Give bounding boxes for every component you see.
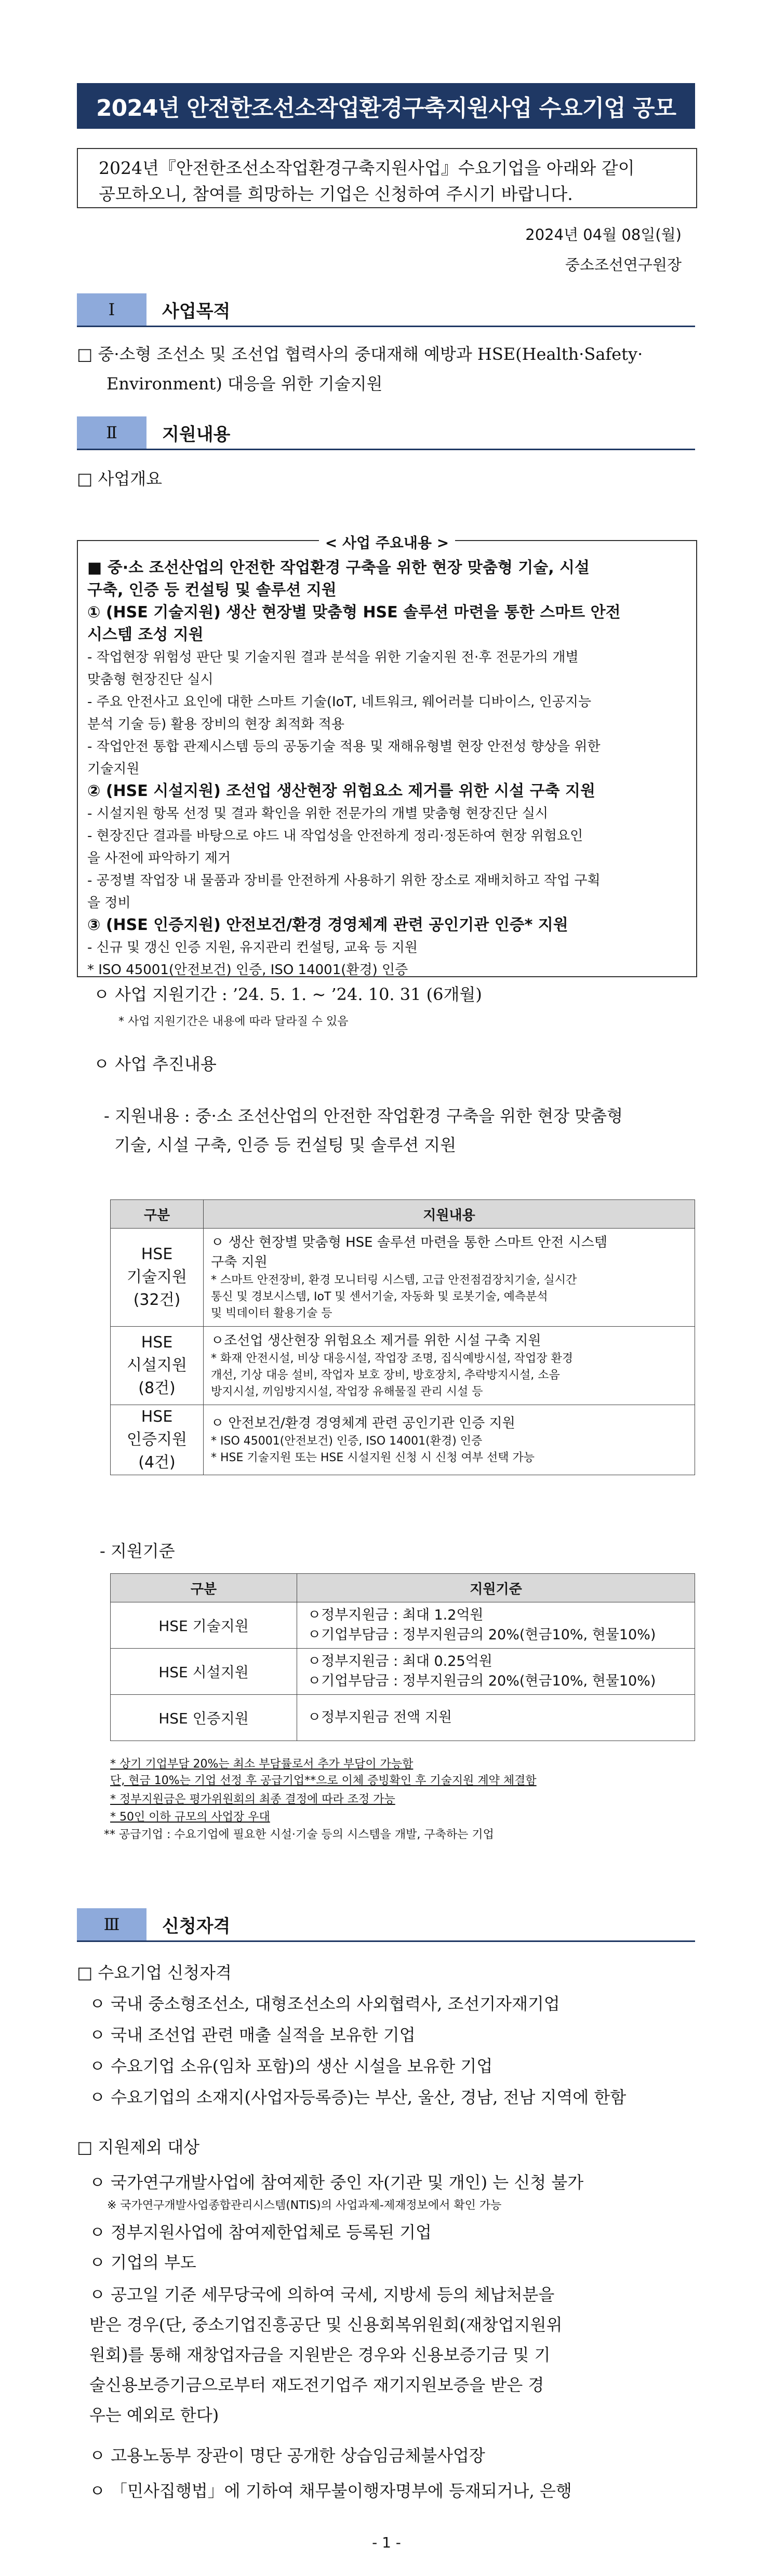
table-header: 구분	[111, 1200, 204, 1229]
criteria-cell	[297, 1649, 695, 1695]
box-line: 을 정비	[87, 895, 131, 911]
category-cell: HSE 인증지원	[111, 1695, 297, 1741]
table-header: 지원기준	[297, 1574, 695, 1602]
box-line: 분석 기술 등) 활용 장비의 현장 최적화 적용	[87, 717, 344, 732]
section-label: 사업목적	[162, 301, 231, 322]
criteria-heading: - 지원기준	[100, 1541, 175, 1561]
category-cell	[111, 1327, 204, 1405]
content-main: ㅇ 생산 현장별 맞춤형 HSE 솔루션 마련을 통한 스마트 안전 시스템	[211, 1235, 608, 1250]
section-header-purpose	[77, 293, 695, 327]
support-content-line: - 지원내용 : 중·소 조선산업의 안전한 작업환경 구축을 위한 현장 맞춤형	[104, 1106, 623, 1126]
content-cell	[204, 1405, 695, 1475]
category-text: 기술지원	[127, 1268, 187, 1286]
category-cell: HSE 시설지원	[111, 1649, 297, 1695]
eligibility-item: ㅇ 수요기업 소유(임차 포함)의 생산 시설을 보유한 기업	[89, 2056, 493, 2076]
table-row	[111, 1405, 695, 1475]
category-text: HSE	[141, 1333, 173, 1352]
category-text: HSE	[141, 1245, 173, 1263]
exclusion-note: ※ 국가연구개발사업종합관리시스템(NTIS)의 사업과제-제재정보에서 확인 가능	[107, 2199, 502, 2212]
exclusion-item: 우는 예외로 한다)	[89, 2405, 219, 2425]
content-sub: * ISO 45001(안전보건) 인증, ISO 14001(환경) 인증	[211, 1435, 483, 1448]
section-header-eligibility	[77, 1908, 695, 1942]
content-sub: 및 빅데이터 활용기술 등	[211, 1307, 332, 1320]
category-text: 시설지원	[127, 1356, 187, 1374]
exclusion-item: ㅇ 「민사집행법」에 기하여 채무불이행자명부에 등재되거나, 은행	[89, 2481, 572, 2501]
note-line: * 상기 기업부담 20%는 최소 부담률로서 추가 부담이 가능함	[110, 1758, 414, 1771]
category-cell	[111, 1405, 204, 1475]
support-content-line: 기술, 시설 구축, 인증 등 컨설팅 및 솔루션 지원	[114, 1135, 457, 1155]
category-text: HSE	[141, 1408, 173, 1426]
exclusion-item: ㅇ 고용노동부 장관이 명단 공개한 상습임금체불사업장	[89, 2446, 485, 2465]
criteria-cell	[297, 1695, 695, 1741]
table-row	[111, 1649, 695, 1695]
criteria-cell	[297, 1602, 695, 1649]
section-number: Ⅰ	[77, 293, 146, 326]
exclusion-item: ㅇ 국가연구개발사업에 참여제한 중인 자(기관 및 개인) 는 신청 불가	[89, 2173, 584, 2192]
content-main: 구축 지원	[211, 1255, 268, 1270]
box-line: ③ (HSE 인증지원) 안전보건/환경 경영체계 관련 공인기관 인증* 지원	[87, 916, 568, 934]
exclusion-item: 원회)를 통해 재창업자금을 지원받은 경우와 신용보증기금 및 기	[89, 2345, 551, 2365]
eligibility-heading: □ 수요기업 신청자격	[77, 1963, 232, 1982]
table-row	[111, 1695, 695, 1741]
category-text: (4건)	[138, 1453, 176, 1472]
purpose-line: Environment) 대응을 위한 기술지원	[106, 374, 383, 394]
box-line: - 시설지원 항목 선정 및 결과 확인을 위한 전문가의 개별 맞춤형 현장진단 실시	[87, 806, 549, 821]
content-sub: * 화재 안전시설, 비상 대응시설, 작업장 조명, 집식예방시설, 작업장 환경	[211, 1352, 573, 1365]
main-content-box	[77, 534, 697, 978]
table-row	[111, 1602, 695, 1649]
box-line: 맞춤형 현장진단 실시	[87, 672, 214, 687]
intro-line: 2024년『안전한조선소작업환경구축지원사업』수요기업을 아래와 같이	[99, 158, 635, 178]
table-header: 구분	[111, 1574, 297, 1602]
category-text: 인증지원	[127, 1431, 187, 1449]
content-sub: * 스마트 안전장비, 환경 모니터링 시스템, 고급 안전점검장치기술, 실시간	[211, 1274, 577, 1287]
box-line: ■ 중·소 조선산업의 안전한 작업환경 구축을 위한 현장 맞춤형 기술, 시설	[87, 559, 590, 577]
exclusion-item: 받은 경우(단, 중소기업진흥공단 및 신용회복위원회(재창업지원위	[89, 2315, 563, 2335]
content-sub: 방지시설, 끼임방지시설, 작업장 유해물질 관리 시설 등	[211, 1385, 483, 1398]
box-line: - 신규 및 갱신 인증 지원, 유지관리 컨설팅, 교육 등 지원	[87, 940, 418, 955]
category-cell: HSE 기술지원	[111, 1602, 297, 1649]
category-cell	[111, 1229, 204, 1327]
support-period: ㅇ 사업 지원기간 : ’24. 5. 1. ~ ’24. 10. 31 (6개월)	[94, 984, 482, 1004]
box-line: - 작업현장 위험성 판단 및 기술지원 결과 분석을 위한 기술지원 전·후 전문가의 개별	[87, 650, 579, 665]
section-header-support	[77, 416, 695, 450]
section-label: 신청자격	[162, 1916, 231, 1937]
section-number: Ⅲ	[77, 1908, 146, 1940]
table-header: 지원내용	[204, 1200, 695, 1229]
overview-heading: □ 사업개요	[77, 469, 163, 489]
support-criteria-table	[110, 1573, 695, 1741]
category-text: (8건)	[138, 1379, 176, 1397]
intro-box	[77, 148, 697, 208]
content-sub: 개선, 기상 대응 설비, 작업자 보호 장비, 방호장치, 추락방지시설, 소음	[211, 1369, 560, 1382]
table-row	[111, 1327, 695, 1405]
exclusion-heading: □ 지원제외 대상	[77, 2137, 200, 2157]
period-note: * 사업 지원기간은 내용에 따라 달라질 수 있음	[118, 1015, 349, 1028]
section-number: Ⅱ	[77, 416, 146, 449]
page-title: 2024년 안전한조선소작업환경구축지원사업 수요기업 공모	[77, 83, 695, 129]
exclusion-item: ㅇ 기업의 부도	[89, 2253, 196, 2272]
box-header: < 사업 주요내용 >	[78, 532, 696, 552]
category-text: (32건)	[133, 1291, 181, 1309]
note-line: 단, 현금 10%는 기업 선정 후 공급기업**으로 이체 증빙확인 후 기술지원 계약 체결함	[110, 1774, 537, 1787]
eligibility-item: ㅇ 수요기업의 소재지(사업자등록증)는 부산, 울산, 경남, 전남 지역에 한함	[89, 2087, 627, 2107]
support-content-table	[110, 1199, 695, 1475]
exclusion-item: ㅇ 정부지원사업에 참여제한업체로 등록된 기업	[89, 2222, 432, 2242]
criteria-line: ㅇ기업부담금 : 정부지원금의 20%(현금10%, 현물10%)	[308, 1627, 656, 1643]
exclusion-item: ㅇ 공고일 기준 세무당국에 의하여 국세, 지방세 등의 체납처분을	[89, 2285, 555, 2304]
box-line: - 현장진단 결과를 바탕으로 야드 내 작업성을 안전하게 정리·정돈하여 현장 위험요인	[87, 828, 583, 844]
note-line: * 정부지원금은 평가위원회의 최종 결정에 따라 조정 가능	[110, 1793, 395, 1806]
criteria-line: ㅇ정부지원금 전액 지원	[308, 1709, 452, 1725]
criteria-line: ㅇ정부지원금 : 최대 0.25억원	[308, 1653, 492, 1669]
box-line: ① (HSE 기술지원) 생산 현장별 맞춤형 HSE 솔루션 마련을 통한 스마트 안전	[87, 603, 621, 622]
box-line: 시스템 조성 지원	[87, 626, 204, 644]
section-label: 지원내용	[162, 424, 231, 445]
content-main: ㅇ 안전보건/환경 경영체계 관련 공인기관 인증 지원	[211, 1415, 515, 1431]
content-sub: * HSE 기술지원 또는 HSE 시설지원 신청 시 신청 여부 선택 가능	[211, 1451, 535, 1464]
box-line: ② (HSE 시설지원) 조선업 생산현장 위험요소 제거를 위한 시설 구축 지원	[87, 782, 595, 800]
criteria-line: ㅇ기업부담금 : 정부지원금의 20%(현금10%, 현물10%)	[308, 1673, 656, 1689]
note-line: * 50인 이하 규모의 사업장 우대	[110, 1811, 270, 1824]
box-line: - 공정별 작업장 내 물품과 장비를 안전하게 사용하기 위한 장소로 재배치하고 작업 구획	[87, 873, 601, 888]
exclusion-item: 술신용보증기금으로부터 재도전기업주 재기지원보증을 받은 경	[89, 2375, 544, 2395]
box-line: 을 사전에 파악하기 제거	[87, 851, 231, 866]
content-sub: 통신 및 경보시스템, IoT 및 센서기술, 자동화 및 로봇기술, 예측분석	[211, 1290, 548, 1303]
promotion-heading: ㅇ 사업 추진내용	[94, 1054, 217, 1074]
box-line: 구축, 인증 등 컨설팅 및 솔루션 지원	[87, 581, 337, 599]
intro-line: 공모하오니, 참여를 희망하는 기업은 신청하여 주시기 바랍니다.	[99, 184, 573, 204]
box-line: - 주요 안전사고 요인에 대한 스마트 기술(IoT, 네트워크, 웨어러블 디바이스, 인공지능	[87, 694, 592, 710]
eligibility-item: ㅇ 국내 중소형조선소, 대형조선소의 사외협력사, 조선기자재기업	[89, 1994, 560, 2014]
note-line: ** 공급기업 : 수요기업에 필요한 시설·기술 등의 시스템을 개발, 구축하는 기업	[104, 1828, 494, 1841]
box-line: * ISO 45001(안전보건) 인증, ISO 14001(환경) 인증	[87, 962, 408, 978]
content-main: ㅇ조선업 생산현장 위험요소 제거를 위한 시설 구축 지원	[211, 1333, 541, 1348]
box-line: 기술지원	[87, 761, 140, 777]
table-row	[111, 1229, 695, 1327]
issuer: 중소조선연구원장	[565, 256, 682, 274]
announce-date: 2024년 04월 08일(월)	[525, 226, 682, 244]
content-cell	[204, 1327, 695, 1405]
purpose-line: □ 중·소형 조선소 및 조선업 협력사의 중대재해 예방과 HSE(Health·Safety·	[77, 344, 643, 364]
criteria-line: ㅇ정부지원금 : 최대 1.2억원	[308, 1607, 484, 1623]
eligibility-item: ㅇ 국내 조선업 관련 매출 실적을 보유한 기업	[89, 2025, 416, 2045]
page-number: - 1 -	[372, 2534, 401, 2551]
content-cell	[204, 1229, 695, 1327]
box-line: - 작업안전 통합 관제시스템 등의 공동기술 적용 및 재해유형별 현장 안전성 향상을 위한	[87, 739, 601, 754]
